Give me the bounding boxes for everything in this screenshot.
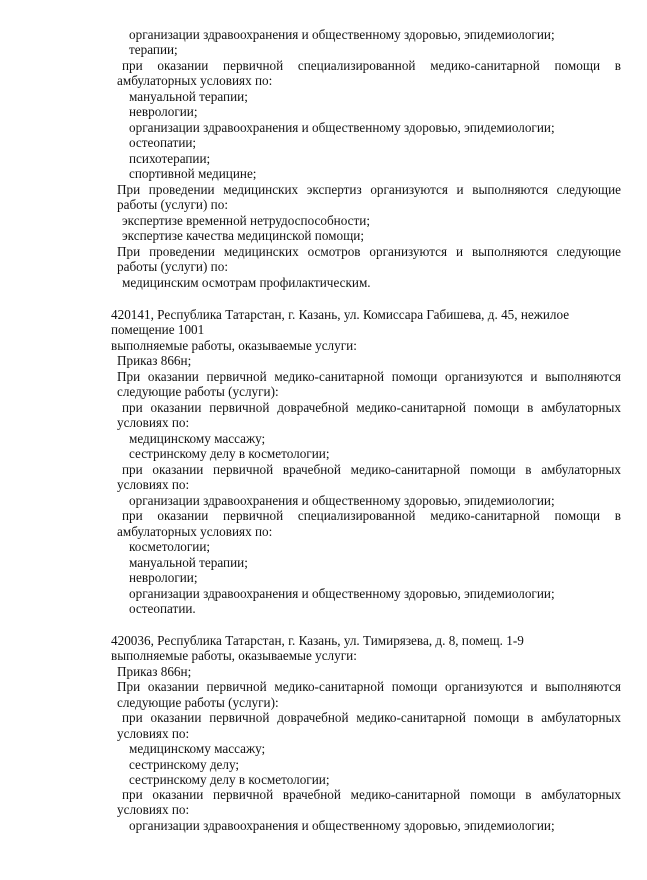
text-line: спортивной медицине;	[129, 166, 257, 181]
text-line: организации здравоохранения и общественному здоровью, эпидемиологии;	[129, 818, 555, 833]
text-line: При оказании первичной медико-санитарной помощи организуются и выполняются	[117, 369, 621, 384]
text-line: сестринскому делу в косметологии;	[129, 446, 330, 461]
text-line: при оказании первичной врачебной медико-санитарной помощи в амбулаторных	[122, 787, 621, 802]
text-line: выполняемые работы, оказываемые услуги:	[111, 338, 357, 353]
text-line: амбулаторных условиях по:	[117, 73, 273, 88]
text-line: условиях по:	[117, 477, 190, 492]
text-line: при оказании первичной специализированной медико-санитарной помощи в	[122, 58, 621, 73]
text-line: сестринскому делу;	[129, 757, 240, 772]
text-line: психотерапии;	[129, 151, 211, 166]
text-line: следующие работы (услуги):	[117, 695, 279, 710]
text-line: неврологии;	[129, 104, 198, 119]
text-line: амбулаторных условиях по:	[117, 524, 273, 539]
text-line: косметологии;	[129, 539, 211, 554]
text-line: медицинским осмотрам профилактическим.	[122, 275, 371, 290]
text-line: экспертизе качества медицинской помощи;	[122, 228, 364, 243]
text-line: Приказ 866н;	[117, 353, 192, 368]
text-line: выполняемые работы, оказываемые услуги:	[111, 648, 357, 663]
text-line: При проведении медицинских экспертиз организуются и выполняются следующие	[117, 182, 621, 197]
address-line: помещение 1001	[111, 322, 205, 337]
text-line: условиях по:	[117, 415, 190, 430]
text-line: мануальной терапии;	[129, 89, 248, 104]
text-line: условиях по:	[117, 802, 190, 817]
text-line: организации здравоохранения и общественному здоровью, эпидемиологии;	[129, 493, 555, 508]
text-line: организации здравоохранения и общественному здоровью, эпидемиологии;	[129, 120, 555, 135]
text-line: остеопатии;	[129, 135, 197, 150]
text-line: следующие работы (услуги):	[117, 384, 279, 399]
text-line: работы (услуги) по:	[117, 259, 228, 274]
text-line: при оказании первичной специализированной медико-санитарной помощи в	[122, 508, 621, 523]
address-line: 420141, Республика Татарстан, г. Казань, ул. Комиссара Габишева, д. 45, нежилое	[111, 307, 570, 322]
text-line: организации здравоохранения и общественному здоровью, эпидемиологии;	[129, 586, 555, 601]
text-line: При проведении медицинских осмотров организуются и выполняются следующие	[117, 244, 621, 259]
text-line: остеопатии.	[129, 601, 196, 616]
text-line: медицинскому массажу;	[129, 431, 266, 446]
text-line: сестринскому делу в косметологии;	[129, 772, 330, 787]
text-line: неврологии;	[129, 570, 198, 585]
text-line: мануальной терапии;	[129, 555, 248, 570]
text-line: Приказ 866н;	[117, 664, 192, 679]
text-line: При оказании первичной медико-санитарной помощи организуются и выполняются	[117, 679, 621, 694]
text-line: организации здравоохранения и общественному здоровью, эпидемиологии;	[129, 27, 555, 42]
text-line: при оказании первичной доврачебной медико-санитарной помощи в амбулаторных	[122, 710, 621, 725]
text-line: при оказании первичной доврачебной медико-санитарной помощи в амбулаторных	[122, 400, 621, 415]
text-line: условиях по:	[117, 726, 190, 741]
text-line: при оказании первичной врачебной медико-санитарной помощи в амбулаторных	[122, 462, 621, 477]
text-line: работы (услуги) по:	[117, 197, 228, 212]
address-line: 420036, Республика Татарстан, г. Казань, ул. Тимирязева, д. 8, помещ. 1-9	[111, 633, 524, 648]
text-line: терапии;	[129, 42, 178, 57]
text-line: экспертизе временной нетрудоспособности;	[122, 213, 370, 228]
text-line: медицинскому массажу;	[129, 741, 266, 756]
